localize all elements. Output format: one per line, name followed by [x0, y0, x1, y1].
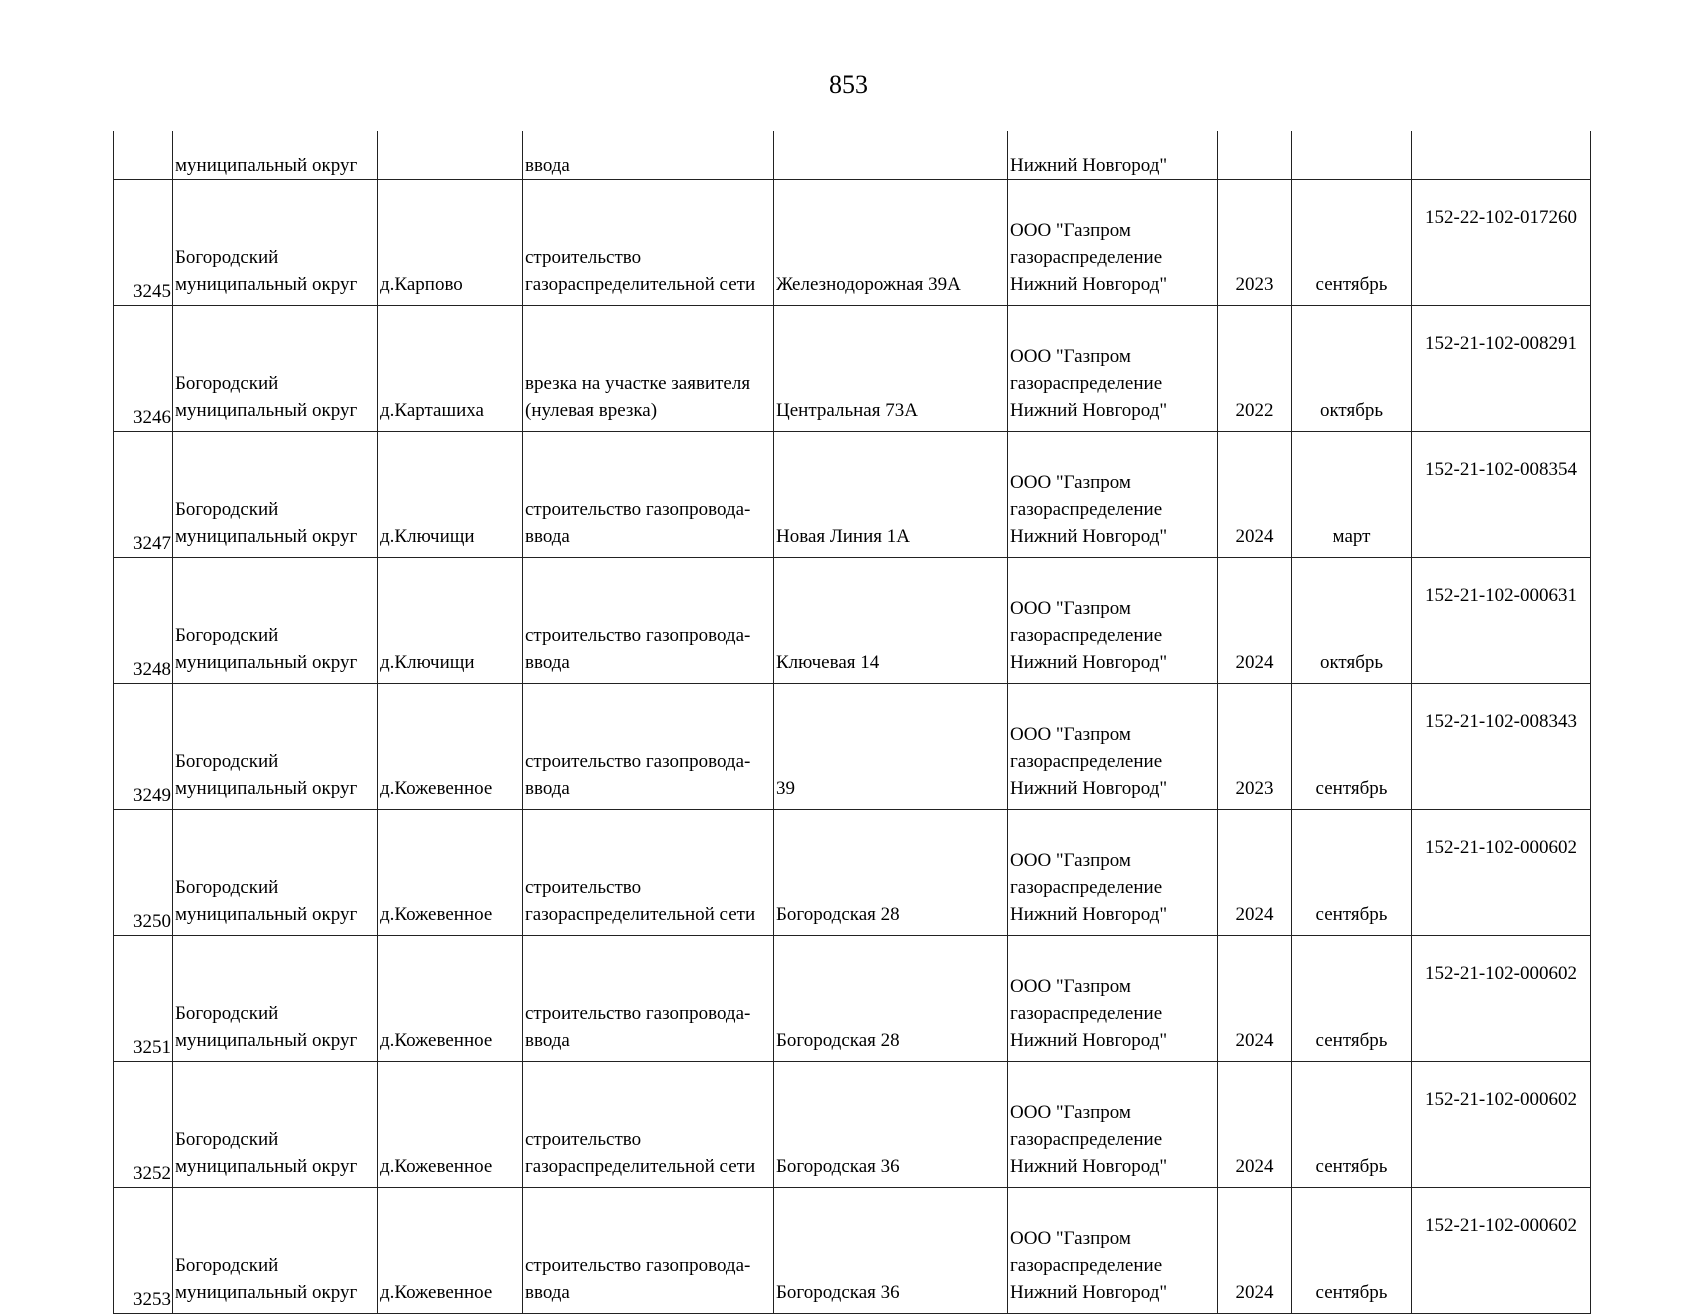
- cell-address: Железнодорожная 39А: [774, 180, 1008, 306]
- cell-district-line: муниципальный округ: [175, 778, 358, 799]
- cell-id: 152-22-102-017260: [1412, 180, 1591, 306]
- cell-month: октябрь: [1292, 558, 1412, 684]
- cell-num: 3248: [114, 558, 173, 684]
- cell-operator: [1008, 306, 1218, 432]
- cell-work-line: ввода: [525, 652, 570, 673]
- cell-num: 3250: [114, 810, 173, 936]
- cell-settlement: д.Кожевенное: [378, 1188, 523, 1314]
- cell-work-line: ввода: [525, 1282, 570, 1303]
- table-row-continuation: [114, 131, 1591, 180]
- cell-operator-line: газораспределение: [1010, 625, 1163, 646]
- cell-id: 152-21-102-000631: [1412, 558, 1591, 684]
- cell-work-line: строительство газопровода-: [525, 751, 751, 772]
- cell-operator-line: Нижний Новгород": [1010, 400, 1168, 421]
- cell-work-line: ввода: [525, 526, 570, 547]
- cell-work: [523, 810, 774, 936]
- table-row: [114, 684, 1591, 810]
- cell-district-line: муниципальный округ: [175, 1030, 358, 1051]
- cell-year: 2022: [1218, 306, 1292, 432]
- cell-num: 3251: [114, 936, 173, 1062]
- cell-address: Богородская 36: [774, 1188, 1008, 1314]
- cell-num: 3246: [114, 306, 173, 432]
- cell-work-line: газораспределительной сети: [525, 1156, 756, 1177]
- cell-district-line: Богородский: [175, 1129, 279, 1150]
- cell-settlement: д.Карташиха: [378, 306, 523, 432]
- cell-address: [774, 131, 1008, 180]
- cell-work-line: строительство: [525, 247, 642, 268]
- cell-district: [173, 558, 378, 684]
- cell-num: [114, 131, 173, 180]
- cell-district: [173, 432, 378, 558]
- cell-district: [173, 306, 378, 432]
- cell-operator-line: Нижний Новгород": [1010, 1156, 1168, 1177]
- cell-work-line: строительство газопровода-: [525, 499, 751, 520]
- cell-operator-line: газораспределение: [1010, 373, 1163, 394]
- cell-district-line: Богородский: [175, 373, 279, 394]
- cell-district-line: Богородский: [175, 1003, 279, 1024]
- cell-operator-line: газораспределение: [1010, 751, 1163, 772]
- cell-year: 2024: [1218, 936, 1292, 1062]
- cell-work: [523, 558, 774, 684]
- cell-id: 152-21-102-000602: [1412, 936, 1591, 1062]
- cell-operator: [1008, 810, 1218, 936]
- cell-operator-line: Нижний Новгород": [1010, 274, 1168, 295]
- table-row: [114, 810, 1591, 936]
- cell-year: 2023: [1218, 180, 1292, 306]
- cell-work: [523, 1062, 774, 1188]
- cell-district-line: Богородский: [175, 247, 279, 268]
- cell-operator-line: газораспределение: [1010, 247, 1163, 268]
- table-row: [114, 1188, 1591, 1314]
- cell-district-line: Богородский: [175, 499, 279, 520]
- cell-district-line: Богородский: [175, 877, 279, 898]
- cell-work-line: газораспределительной сети: [525, 904, 756, 925]
- cell-settlement: д.Ключищи: [378, 558, 523, 684]
- cell-work-line: строительство: [525, 1129, 642, 1150]
- cell-district-line: муниципальный округ: [175, 1156, 358, 1177]
- table-row: [114, 1062, 1591, 1188]
- cell-id: [1412, 131, 1591, 180]
- cell-id: 152-21-102-000602: [1412, 1188, 1591, 1314]
- cell-operator-line: ООО "Газпром: [1010, 598, 1131, 619]
- cell-operator: Нижний Новгород": [1008, 131, 1218, 180]
- cell-year: 2024: [1218, 810, 1292, 936]
- cell-month: сентябрь: [1292, 180, 1412, 306]
- cell-operator: [1008, 936, 1218, 1062]
- cell-operator: [1008, 1188, 1218, 1314]
- cell-district-line: Богородский: [175, 751, 279, 772]
- cell-num: 3252: [114, 1062, 173, 1188]
- cell-operator-line: ООО "Газпром: [1010, 346, 1131, 367]
- cell-month: сентябрь: [1292, 1188, 1412, 1314]
- cell-operator-line: ООО "Газпром: [1010, 220, 1131, 241]
- cell-district-line: муниципальный округ: [175, 274, 358, 295]
- cell-id: 152-21-102-008291: [1412, 306, 1591, 432]
- cell-id: 152-21-102-008354: [1412, 432, 1591, 558]
- cell-num: 3245: [114, 180, 173, 306]
- cell-month: октябрь: [1292, 306, 1412, 432]
- cell-work: [523, 432, 774, 558]
- cell-operator-line: ООО "Газпром: [1010, 472, 1131, 493]
- cell-operator-line: Нижний Новгород": [1010, 526, 1168, 547]
- cell-month: сентябрь: [1292, 1062, 1412, 1188]
- cell-operator-line: ООО "Газпром: [1010, 850, 1131, 871]
- cell-id: 152-21-102-000602: [1412, 1062, 1591, 1188]
- cell-operator-line: Нижний Новгород": [1010, 778, 1168, 799]
- cell-year: 2024: [1218, 432, 1292, 558]
- cell-address: Богородская 28: [774, 936, 1008, 1062]
- cell-address: Богородская 36: [774, 1062, 1008, 1188]
- cell-district-line: Богородский: [175, 1255, 279, 1276]
- cell-month: сентябрь: [1292, 684, 1412, 810]
- cell-operator-line: газораспределение: [1010, 499, 1163, 520]
- cell-settlement: д.Карпово: [378, 180, 523, 306]
- cell-work-line: ввода: [525, 778, 570, 799]
- cell-work: [523, 936, 774, 1062]
- cell-operator: [1008, 1062, 1218, 1188]
- cell-work: [523, 180, 774, 306]
- cell-year: 2024: [1218, 558, 1292, 684]
- cell-operator-line: ООО "Газпром: [1010, 976, 1131, 997]
- cell-work: [523, 684, 774, 810]
- cell-work-line: строительство: [525, 877, 642, 898]
- cell-district-line: муниципальный округ: [175, 400, 358, 421]
- cell-work-line: строительство газопровода-: [525, 1003, 751, 1024]
- cell-num: 3247: [114, 432, 173, 558]
- cell-id: 152-21-102-000602: [1412, 810, 1591, 936]
- cell-district: [173, 684, 378, 810]
- cell-work: ввода: [523, 131, 774, 180]
- cell-district: [173, 1188, 378, 1314]
- cell-operator-line: ООО "Газпром: [1010, 1228, 1131, 1249]
- cell-operator-line: газораспределение: [1010, 1003, 1163, 1024]
- cell-address: Центральная 73А: [774, 306, 1008, 432]
- cell-settlement: д.Кожевенное: [378, 810, 523, 936]
- cell-work: [523, 306, 774, 432]
- cell-district-line: муниципальный округ: [175, 526, 358, 547]
- cell-operator: [1008, 432, 1218, 558]
- cell-settlement: д.Кожевенное: [378, 684, 523, 810]
- cell-work-line: врезка на участке заявителя: [525, 373, 751, 394]
- table-row: [114, 432, 1591, 558]
- cell-address: Новая Линия 1А: [774, 432, 1008, 558]
- cell-year: 2024: [1218, 1188, 1292, 1314]
- cell-operator-line: ООО "Газпром: [1010, 1102, 1131, 1123]
- cell-district-line: муниципальный округ: [175, 904, 358, 925]
- cell-month: [1292, 131, 1412, 180]
- cell-district: [173, 810, 378, 936]
- cell-operator-line: газораспределение: [1010, 1129, 1163, 1150]
- cell-work-line: строительство газопровода-: [525, 625, 751, 646]
- cell-address: Богородская 28: [774, 810, 1008, 936]
- cell-year: [1218, 131, 1292, 180]
- cell-settlement: д.Кожевенное: [378, 936, 523, 1062]
- cell-operator-line: газораспределение: [1010, 1255, 1163, 1276]
- table-row: [114, 180, 1591, 306]
- cell-settlement: [378, 131, 523, 180]
- cell-address: Ключевая 14: [774, 558, 1008, 684]
- table-row: [114, 558, 1591, 684]
- cell-operator: [1008, 558, 1218, 684]
- cell-operator-line: Нижний Новгород": [1010, 1030, 1168, 1051]
- cell-month: сентябрь: [1292, 936, 1412, 1062]
- cell-month: март: [1292, 432, 1412, 558]
- gasification-table: [113, 131, 1591, 1314]
- cell-operator: [1008, 684, 1218, 810]
- page-number: 853: [829, 70, 868, 99]
- cell-district-line: Богородский: [175, 625, 279, 646]
- cell-operator-line: газораспределение: [1010, 877, 1163, 898]
- cell-num: 3249: [114, 684, 173, 810]
- cell-work-line: газораспределительной сети: [525, 274, 756, 295]
- cell-month: сентябрь: [1292, 810, 1412, 936]
- cell-address: 39: [774, 684, 1008, 810]
- cell-work-line: ввода: [525, 1030, 570, 1051]
- table-row: [114, 306, 1591, 432]
- cell-settlement: д.Ключищи: [378, 432, 523, 558]
- cell-district-line: муниципальный округ: [175, 1282, 358, 1303]
- cell-operator-line: Нижний Новгород": [1010, 652, 1168, 673]
- cell-district: [173, 936, 378, 1062]
- cell-operator-line: Нижний Новгород": [1010, 1282, 1168, 1303]
- table-row: [114, 936, 1591, 1062]
- cell-operator-line: Нижний Новгород": [1010, 904, 1168, 925]
- cell-operator: [1008, 180, 1218, 306]
- cell-num: 3253: [114, 1188, 173, 1314]
- cell-year: 2024: [1218, 1062, 1292, 1188]
- cell-year: 2023: [1218, 684, 1292, 810]
- cell-work-line: (нулевая врезка): [525, 400, 658, 421]
- cell-operator-line: ООО "Газпром: [1010, 724, 1131, 745]
- cell-district-line: муниципальный округ: [175, 652, 358, 673]
- cell-id: 152-21-102-008343: [1412, 684, 1591, 810]
- cell-work-line: строительство газопровода-: [525, 1255, 751, 1276]
- cell-district: [173, 180, 378, 306]
- cell-work: [523, 1188, 774, 1314]
- cell-district: [173, 1062, 378, 1188]
- cell-settlement: д.Кожевенное: [378, 1062, 523, 1188]
- table-body: [114, 131, 1591, 1314]
- cell-district: муниципальный округ: [173, 131, 378, 180]
